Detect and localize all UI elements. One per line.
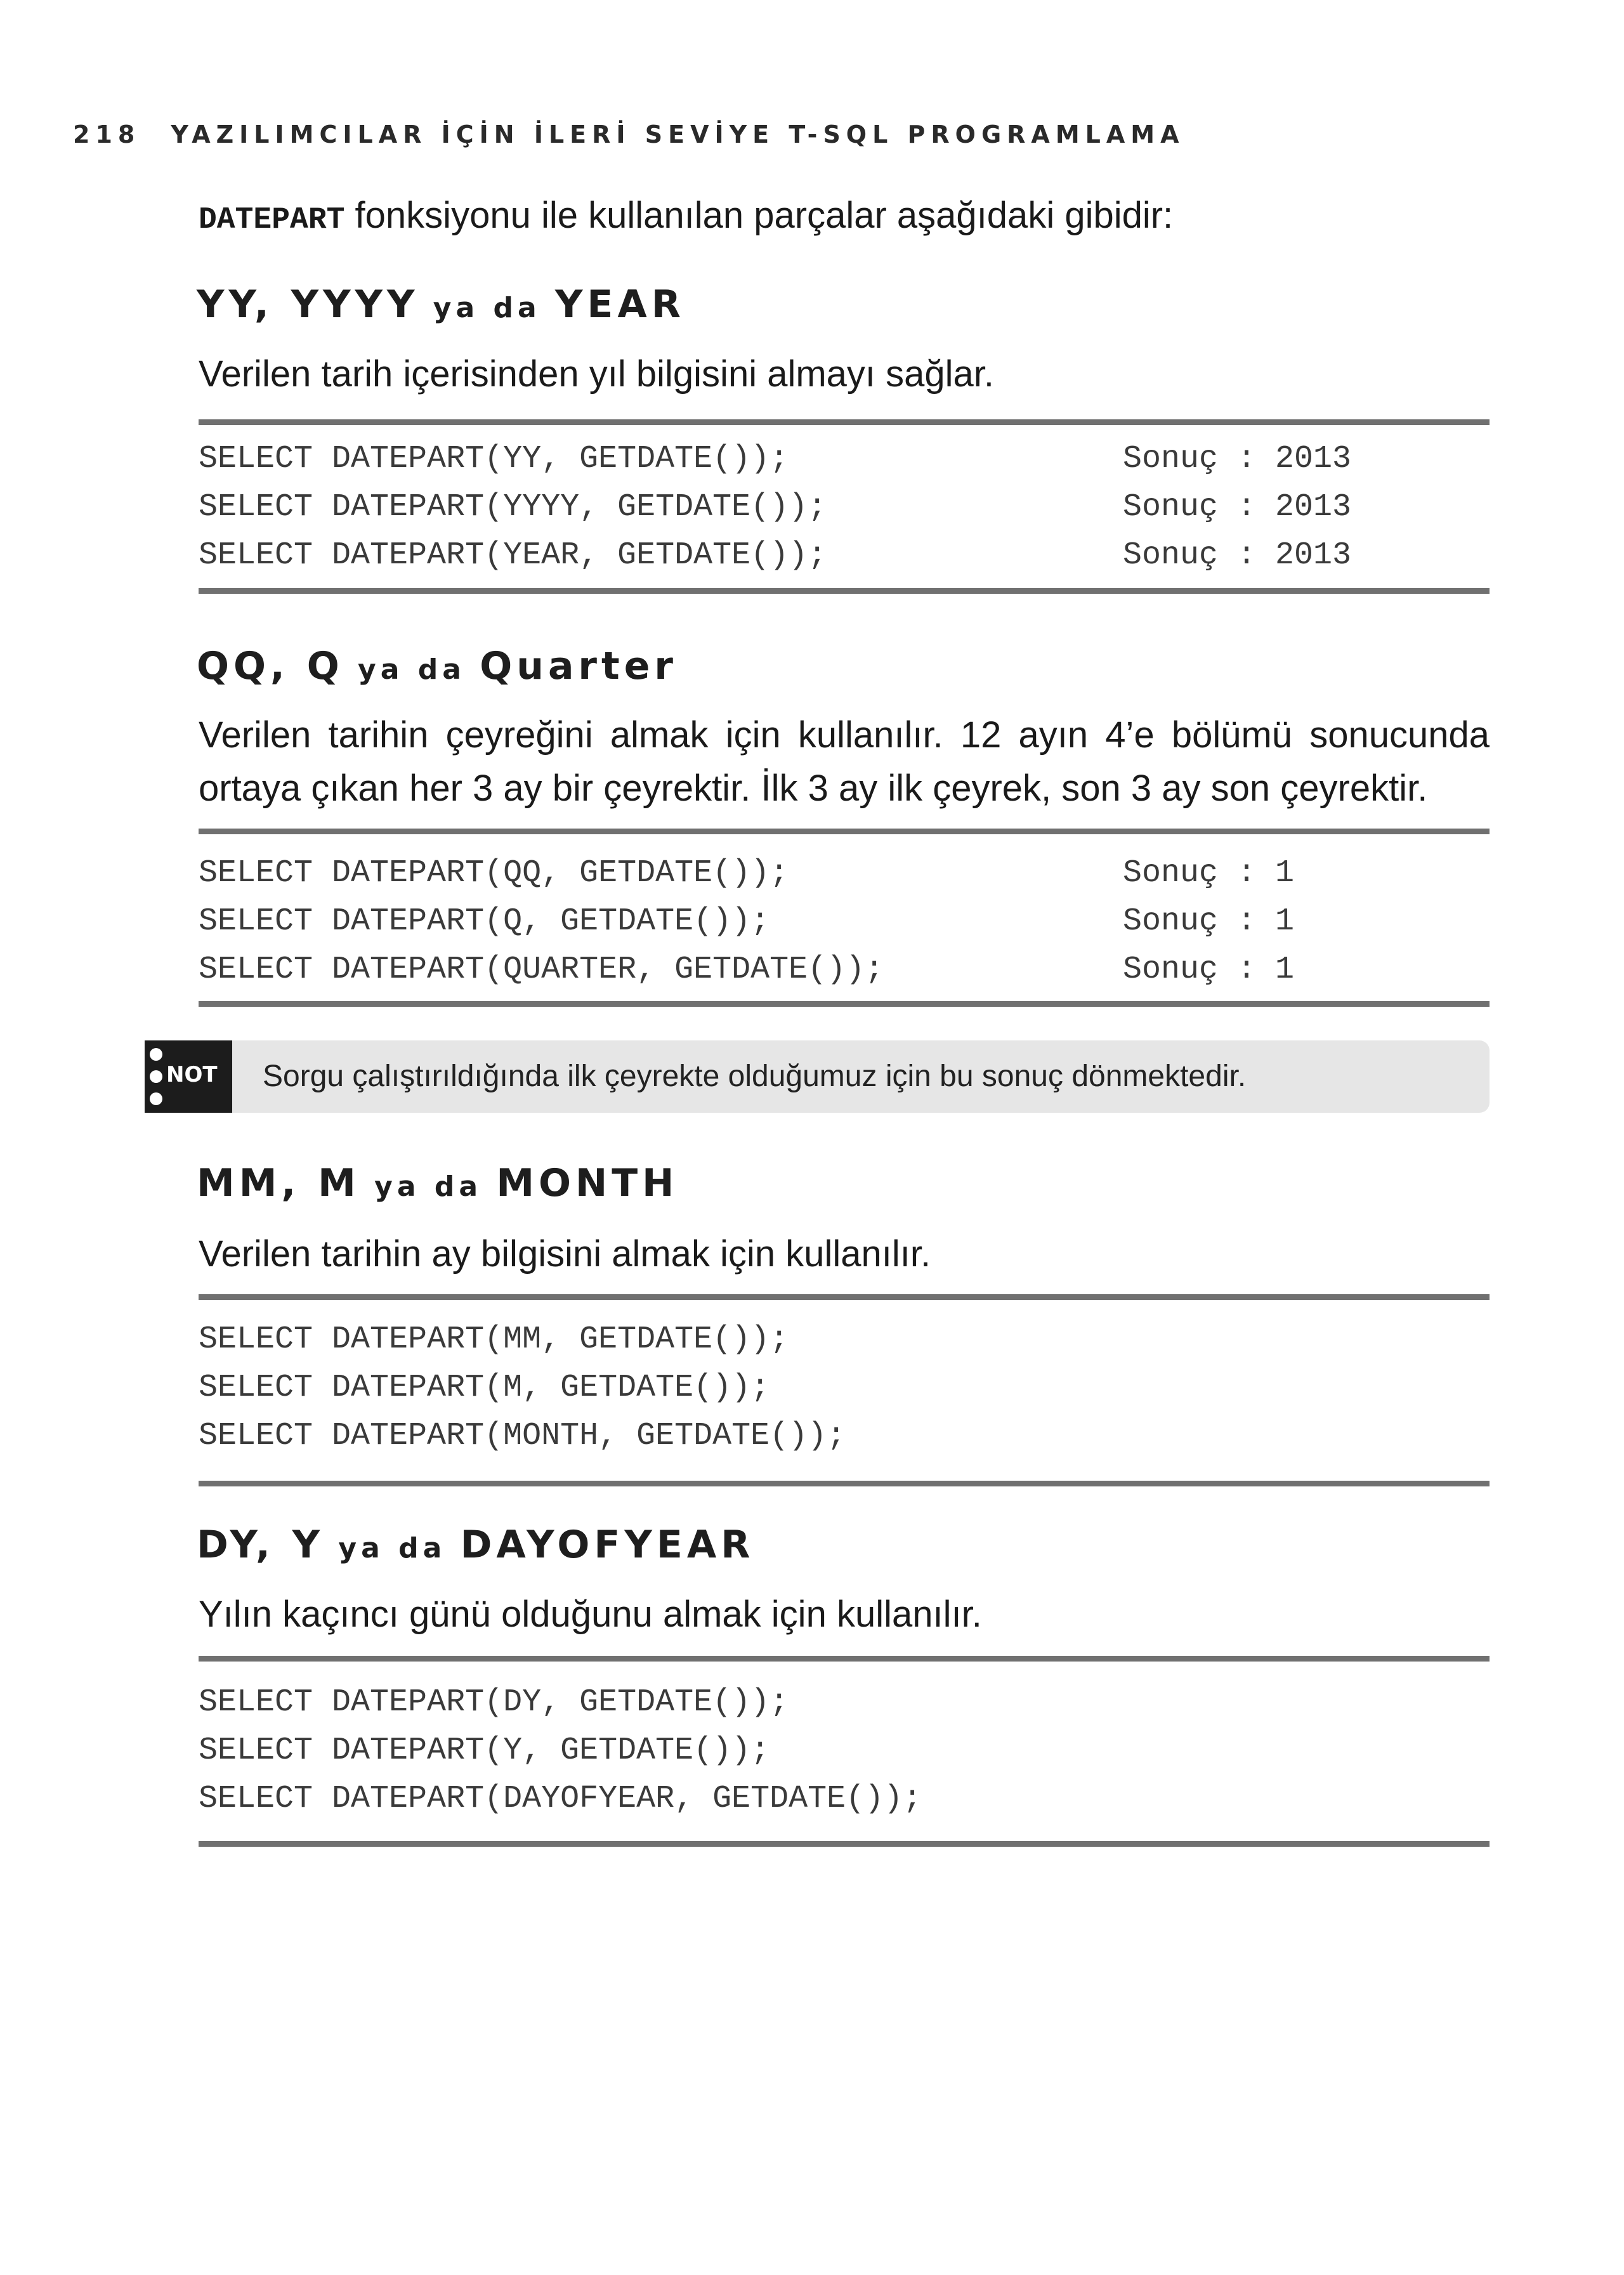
code-bottom-rule (199, 588, 1490, 594)
page-number: 218 (73, 121, 141, 148)
section-description-month: Verilen tarihin ay bilgisini almak için kullanılır. (199, 1233, 931, 1275)
code-block-month (199, 1316, 1490, 1460)
code-result: Sonuç : 2013 (1123, 489, 1352, 525)
section-title-dayofyear: DY, Y ya da DAYOFYEAR (197, 1523, 755, 1567)
code-line: SELECT DATEPART(YY, GETDATE()); Sonuç : 2013 (199, 435, 1490, 483)
code-line: SELECT DATEPART(DY, GETDATE()); (199, 1684, 789, 1721)
code-line: SELECT DATEPART(QUARTER, GETDATE()); Sonuç : 1 (199, 946, 1490, 994)
code-line: SELECT DATEPART(YEAR, GETDATE()); Sonuç : 2013 (199, 532, 1490, 580)
code-line: SELECT DATEPART(DAYOFYEAR, GETDATE()); (199, 1781, 922, 1817)
section-description-year: Verilen tarih içerisinden yıl bilgisini almayı sağlar. (199, 353, 995, 395)
code-result: Sonuç : 1 (1123, 903, 1295, 940)
page-header (73, 121, 1185, 148)
note-bar (232, 1040, 1490, 1113)
code-bottom-rule (199, 1001, 1490, 1007)
book-title: YAZILIMCILAR İÇİN İLERİ SEVİYE T-SQL PROGRAMLAMA (171, 121, 1185, 148)
note-dot-icon (150, 1070, 162, 1083)
section-title-year: YY, YYYY ya da YEAR (197, 282, 686, 327)
section-title-quarter: QQ, Q ya da Quarter (197, 644, 678, 688)
note-text: Sorgu çalıştırıldığında ilk çeyrekte olduğumuz için bu sonuç dönmektedir. (263, 1059, 1247, 1093)
code-block-year (199, 435, 1490, 580)
code-top-rule (199, 419, 1490, 425)
code-block-dayofyear (199, 1679, 1490, 1823)
section-title-month: MM, M ya da MONTH (197, 1161, 679, 1205)
note-badge (145, 1040, 232, 1113)
code-line: SELECT DATEPART(MM, GETDATE()); (199, 1321, 789, 1358)
note-label: NOT (166, 1062, 218, 1087)
code-top-rule (199, 829, 1490, 834)
code-line: SELECT DATEPART(QQ, GETDATE()); Sonuç : 1 (199, 849, 1490, 898)
intro-text: fonksiyonu ile kullanılan parçalar aşağıdaki gibidir: (344, 195, 1174, 236)
code-line: SELECT DATEPART(M, GETDATE()); (199, 1370, 770, 1406)
intro-paragraph (199, 192, 1493, 244)
code-result: Sonuç : 2013 (1123, 537, 1352, 574)
code-result: Sonuç : 2013 (1123, 441, 1352, 477)
code-top-rule (199, 1656, 1490, 1662)
section-description-dayofyear: Yılın kaçıncı günü olduğunu almak için kullanılır. (199, 1594, 982, 1635)
code-line: SELECT DATEPART(MONTH, GETDATE()); (199, 1418, 846, 1454)
code-top-rule (199, 1294, 1490, 1300)
section-description-quarter: Verilen tarihin çeyreğini almak için kullanılır. 12 ayın 4’e bölümü sonucunda ortaya çıkan her 3 ay bir çeyrektir. İlk 3 ay ilk çeyrek, son 3 ay son çeyrektir. (199, 714, 1490, 809)
code-line: SELECT DATEPART(YYYY, GETDATE()); Sonuç : 2013 (199, 483, 1490, 532)
code-bottom-rule (199, 1841, 1490, 1847)
intro-keyword: DATEPART (199, 203, 345, 237)
note-dot-icon (150, 1092, 162, 1105)
code-result: Sonuç : 1 (1123, 952, 1295, 988)
code-line: SELECT DATEPART(Q, GETDATE()); Sonuç : 1 (199, 898, 1490, 946)
code-bottom-rule (199, 1481, 1490, 1486)
note-callout (145, 1040, 1490, 1113)
note-dot-icon (150, 1048, 162, 1061)
code-result: Sonuç : 1 (1123, 855, 1295, 891)
code-line: SELECT DATEPART(Y, GETDATE()); (199, 1733, 770, 1769)
code-block-quarter (199, 849, 1490, 994)
